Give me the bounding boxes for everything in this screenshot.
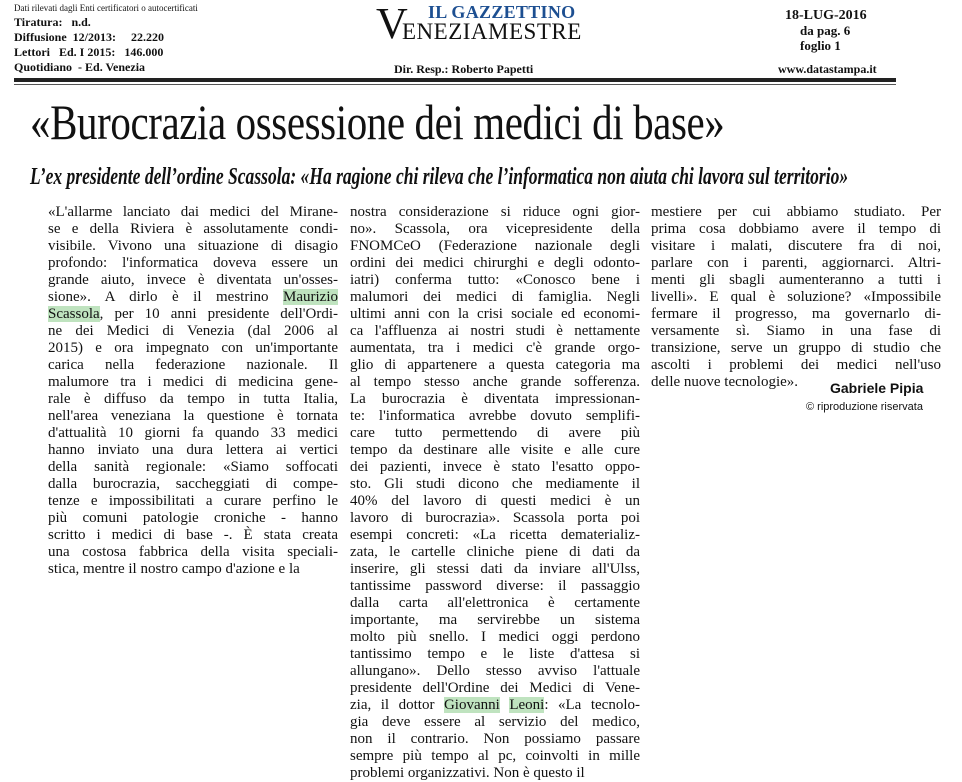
text-line: «L'allarme lanciato dai medici del Mirane- bbox=[48, 204, 338, 220]
text-line: livelli». E qual è soluzione? «Impossibile bbox=[651, 289, 941, 305]
article-column-3 bbox=[651, 204, 941, 391]
certification-note: Dati rilevati dagli Enti certificatori o autocertificati bbox=[14, 3, 198, 13]
text-line: grande aiuto, invece è diventata un'osses- bbox=[48, 272, 338, 288]
text-line: tempo da destinare alle visite e alle cure bbox=[350, 442, 640, 458]
person-name-highlight: Leoni bbox=[509, 697, 545, 713]
text-run: deve essere al servizio del medico, bbox=[382, 714, 640, 730]
text-line: presidente dell'Ordine dei Medici di Vene- bbox=[350, 680, 640, 696]
text-line: lavoro di burocrazia». Scassola porta poi bbox=[350, 510, 640, 526]
text-line: iatri) conferma tutto: «Conosco bene i bbox=[350, 272, 640, 288]
text-line: tantissimo tempo e le liste d'attesa si bbox=[350, 646, 640, 662]
director-line: Dir. Resp.: Roberto Papetti bbox=[394, 62, 534, 76]
text-line: transizione, serve un gruppo di studio che bbox=[651, 340, 941, 356]
text-line: se e della Riviera è assolutamente condi- bbox=[48, 221, 338, 237]
text-line: scritto i medici di base -. È stata creata bbox=[48, 527, 338, 543]
text-line: tenze e impossibilitati a curare perfino le bbox=[48, 493, 338, 509]
text-line: più comuni patologie croniche - hanno bbox=[48, 510, 338, 526]
text-run: ne bbox=[48, 323, 76, 339]
diffusione-line: Diffusione 12/2013: 22.220 bbox=[14, 30, 164, 44]
text-line: ascolti i problemi dei medici nell'uso bbox=[651, 357, 941, 373]
text-run: , per 10 anni presidente dell'Ordi- bbox=[99, 306, 338, 322]
text-line: dalla burocrazia, saccheggiati di compe- bbox=[48, 476, 338, 492]
text-line: al tempo stesso anche grande sofferenza. bbox=[350, 374, 640, 390]
circulation-stats bbox=[14, 15, 164, 75]
text-line: menti gli sbagli aumenteranno a tutti i bbox=[651, 272, 941, 288]
text-line: prima cosa dobbiamo avere il tempo di bbox=[651, 221, 941, 237]
text-line: 2015) e ora impegnato con un'importante bbox=[48, 340, 338, 356]
text-line: care tutto permettendo di avere più bbox=[350, 425, 640, 441]
text-line: versamente sì. Siamo in una fase di bbox=[651, 323, 941, 339]
text-line: nell'area veneziana la questione è tornata bbox=[48, 408, 338, 424]
text-line: ca l'affluenza ai nostri studi è nettamente bbox=[350, 323, 640, 339]
text-line: allungano». Dello stesso avviso l'attuale bbox=[350, 663, 640, 679]
issue-info bbox=[785, 8, 867, 53]
text-run: sione». A dirlo è il mestrino bbox=[48, 289, 284, 305]
article-author: Gabriele Pipia bbox=[830, 380, 924, 396]
text-line: visitare i malati, discutere fra di noi, bbox=[651, 238, 941, 254]
issue-date: 18-LUG-2016 bbox=[785, 8, 867, 23]
header-rule-thin bbox=[14, 84, 896, 85]
text-line: visibile. Vivono una situazione di disagio bbox=[48, 238, 338, 254]
tiratura-line: Tiratura: n.d. bbox=[14, 15, 91, 29]
text-line: dei pazienti, invece è stato l'esatto oppo- bbox=[350, 459, 640, 475]
edition-line: Quotidiano - Ed. Venezia bbox=[14, 60, 146, 74]
text-line: sempre più tempo al pc, coinvolti in mille bbox=[350, 748, 640, 764]
text-line: ordini dei medici chirurghi e degli odonto- bbox=[350, 255, 640, 271]
person-name-highlight: Scassola bbox=[48, 306, 100, 322]
text-line: FNOMCeO (Federazione nazionale degli bbox=[350, 238, 640, 254]
text-line: malumore tra i medici di medicina gene- bbox=[48, 374, 338, 390]
text-line: hanno inviato una dura lettera ai vertici bbox=[48, 442, 338, 458]
article-column-2 bbox=[350, 204, 640, 782]
text-line bbox=[48, 323, 338, 340]
text-line: malumori dei medici di famiglia. Negli bbox=[350, 289, 640, 305]
text-line: problemi organizzativi. Non è questo il bbox=[350, 765, 585, 781]
text-run: gia bbox=[350, 714, 383, 730]
website-link[interactable]: www.datastampa.it bbox=[778, 62, 877, 76]
text-line: delle nuove tecnologie». bbox=[651, 374, 799, 390]
text-run: dei Medici di Venezia (dal 2006 al bbox=[75, 323, 338, 339]
text-line: rale è diffuso da tempo in tutta Italia, bbox=[48, 391, 338, 407]
text-line: esempi concreti: «La ricetta dematerializ- bbox=[350, 527, 640, 543]
text-line: stica, mentre il nostro campo d'azione e la bbox=[48, 561, 300, 577]
text-line: dalla carta all'elettronica è certamente bbox=[350, 595, 640, 611]
header-rule bbox=[14, 78, 896, 82]
person-name-highlight: Maurizio bbox=[283, 289, 338, 305]
masthead-v: V bbox=[376, 0, 408, 48]
text-line: ultimi anni con la crisi sociale ed economi- bbox=[350, 306, 640, 322]
sheet-number: foglio 1 bbox=[800, 38, 841, 53]
rights-notice: © riproduzione riservata bbox=[806, 401, 923, 413]
text-line: no». Scassola, ora vicepresidente della bbox=[350, 221, 640, 237]
masthead-top: IL GAZZETTINO bbox=[428, 2, 576, 22]
masthead-logo bbox=[376, 2, 596, 46]
text-line bbox=[48, 306, 338, 323]
text-line: molto più snello. I medici oggi perdono bbox=[350, 629, 640, 645]
text-line: importante, ma servirebbe un sistema bbox=[350, 612, 640, 628]
page-from: da pag. 6 bbox=[800, 23, 851, 38]
text-line: parlare con i parenti, aggiornarci. Altri- bbox=[651, 255, 941, 271]
text-line bbox=[350, 697, 640, 714]
text-line: profondo: l'informatica doveva essere un bbox=[48, 255, 338, 271]
text-line: d'attualità 10 giorni fa quando 33 medici bbox=[48, 425, 338, 441]
lettori-line: Lettori Ed. I 2015: 146.000 bbox=[14, 45, 164, 59]
text-line: La burocrazia è diventata impressionan- bbox=[350, 391, 640, 407]
text-line: te: l'informatica avrebbe dovuto semplifi- bbox=[350, 408, 640, 424]
text-line: una costosa fabbrica della visita speciali- bbox=[48, 544, 338, 560]
article-column-1 bbox=[48, 204, 338, 578]
article-subheadline: L’ex presidente dell’ordine Scassola: «Ha ragione chi rileva che l’informatica non aiuta chi lavora sul territorio» bbox=[30, 164, 849, 190]
text-line: sto. Gli studi dicono che mediamente il bbox=[350, 476, 640, 492]
text-line bbox=[350, 714, 640, 731]
text-line: della sanità regionale: «Siamo soffocati bbox=[48, 459, 338, 475]
text-line: non il contrario. Non possiamo passare bbox=[350, 731, 640, 747]
text-run: : «La tecnolo- bbox=[544, 697, 641, 713]
text-line: glio di appartenere a questa categoria ma bbox=[350, 357, 640, 373]
masthead-bottom: ENEZIAMESTRE bbox=[402, 19, 582, 44]
text-line: tantissime password diverse: il passaggio bbox=[350, 578, 640, 594]
article-headline: «Burocrazia ossessione dei medici di base» bbox=[30, 94, 725, 150]
text-line: aumentata, tra i medici c'è grande orgo- bbox=[350, 340, 640, 356]
text-line: 40% del lavoro di questi medici è un bbox=[350, 493, 640, 509]
text-line: zata, le cartelle cliniche piene di dati da bbox=[350, 544, 640, 560]
text-run: zia, il dottor bbox=[350, 697, 444, 713]
text-line: inserire, gli stessi dati da inviare all'Ulss, bbox=[350, 561, 640, 577]
text-line: nostra considerazione si riduce ogni gior- bbox=[350, 204, 640, 220]
person-name-highlight: Giovanni bbox=[443, 697, 500, 713]
text-line: carica nella federazione nazionale. Il bbox=[48, 357, 338, 373]
text-line: fermare il progresso, ma governarlo di- bbox=[651, 306, 941, 322]
text-line bbox=[48, 289, 338, 306]
text-line: mestiere per cui abbiamo studiato. Per bbox=[651, 204, 941, 220]
